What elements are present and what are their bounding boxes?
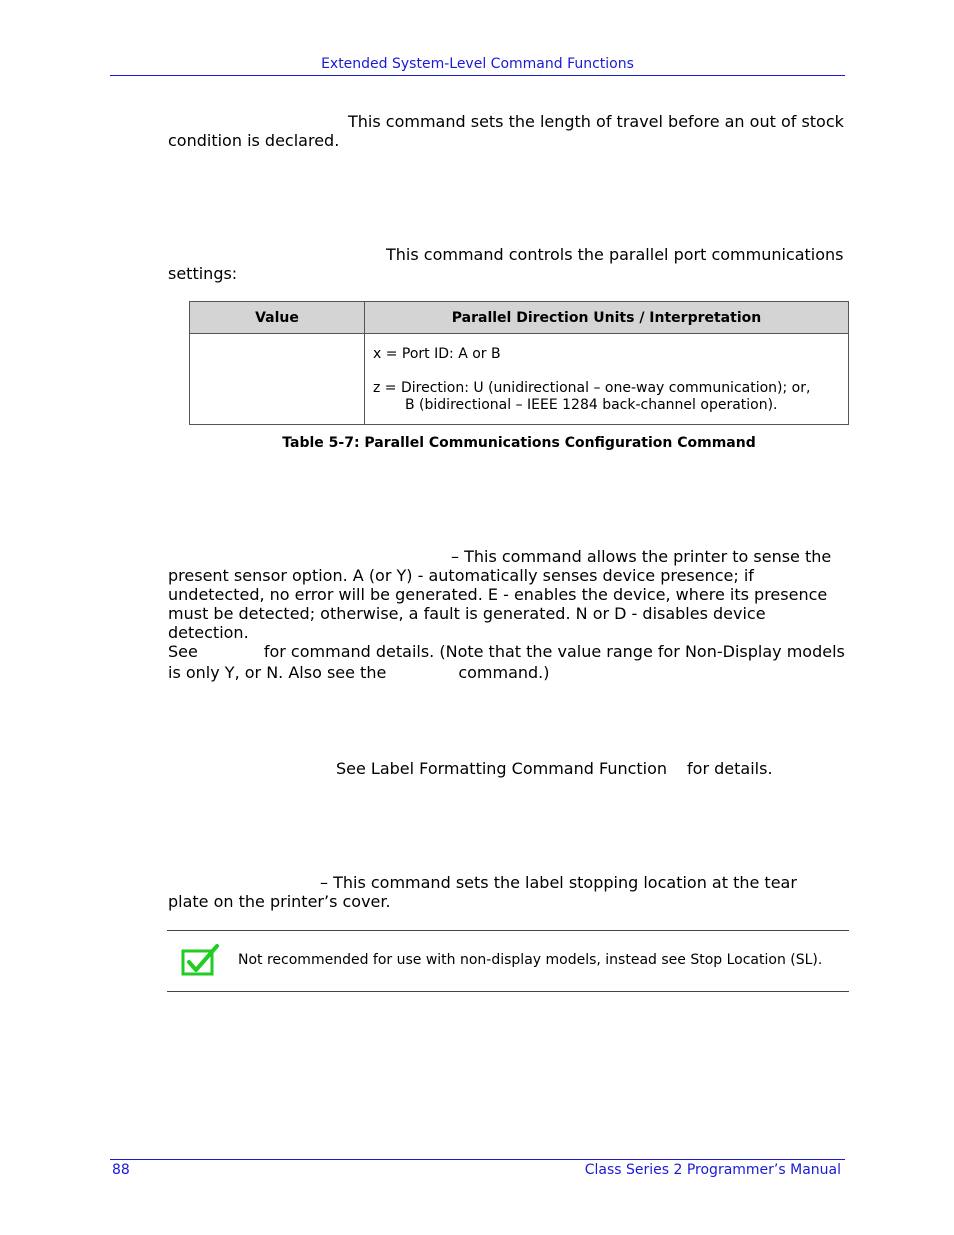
table-header-interpretation: Parallel Direction Units / Interpretation (365, 302, 849, 334)
interp-x-line: x = Port ID: A or B (373, 346, 501, 362)
sensor-line-4: must be detected; otherwise, a fault is generated. N or D - disables device detection. (168, 604, 766, 642)
sensor-line-3: undetected, no error will be generated. E - enables the device, where its presence (168, 585, 828, 604)
parallel-line-2: settings: (168, 264, 238, 283)
note-text: Not recommended for use with non-display models, instead see Stop Location (SL). (238, 952, 823, 968)
label-format-paragraph (168, 759, 848, 778)
header-rule (110, 75, 845, 76)
table-cell-value (190, 334, 365, 425)
checkmark-note-icon (180, 943, 220, 977)
sensor-line-5 (168, 642, 848, 661)
label-format-line (168, 759, 848, 778)
sensor-paragraph (168, 547, 848, 682)
parallel-paragraph (168, 245, 848, 283)
page-header-title: Extended System-Level Command Functions (321, 56, 634, 72)
table-caption: Table 5-7: Parallel Communications Configuration Command (282, 435, 756, 451)
out-of-stock-line-1: This command sets the length of travel before an out of stock (348, 112, 844, 131)
tear-line-2: plate on the printer’s cover. (168, 892, 391, 911)
sensor-line-6-end: command.) (458, 663, 550, 682)
tear-paragraph (168, 873, 848, 911)
note-bottom-rule (167, 991, 849, 992)
footer-rule (110, 1159, 845, 1160)
note-top-rule (167, 930, 849, 931)
table-header-row (190, 302, 849, 334)
sensor-line-2: present sensor option. A (or Y) - automatically senses device presence; if (168, 566, 754, 585)
interp-z-continuation: B (bidirectional – IEEE 1284 back-channel operation). (405, 397, 778, 413)
sensor-line-6 (168, 663, 848, 682)
table-row (190, 334, 849, 425)
interp-z-line: z = Direction: U (unidirectional – one-way communication); or, (373, 380, 811, 396)
out-of-stock-line-2: condition is declared. (168, 131, 340, 150)
sensor-line-5-start: See (168, 642, 198, 661)
out-of-stock-paragraph (168, 112, 848, 150)
sensor-line-6-start: is only Y, or N. Also see the (168, 663, 387, 682)
table-cell-interpretation (365, 334, 849, 425)
sensor-line-5-end: for command details. (Note that the value range for Non-Display models (263, 642, 845, 661)
page-number: 88 (112, 1162, 130, 1178)
manual-title: Class Series 2 Programmer’s Manual (584, 1162, 841, 1178)
parallel-config-table (189, 301, 849, 425)
tear-line-1: – This command sets the label stopping location at the tear (320, 873, 797, 892)
label-format-text-end: for details. (687, 759, 773, 778)
table-header-value: Value (190, 302, 365, 334)
sensor-line-1: – This command allows the printer to sense the (451, 547, 832, 566)
label-format-text-start: See Label Formatting Command Function (336, 759, 668, 778)
parallel-line-1: This command controls the parallel port communications (386, 245, 844, 264)
